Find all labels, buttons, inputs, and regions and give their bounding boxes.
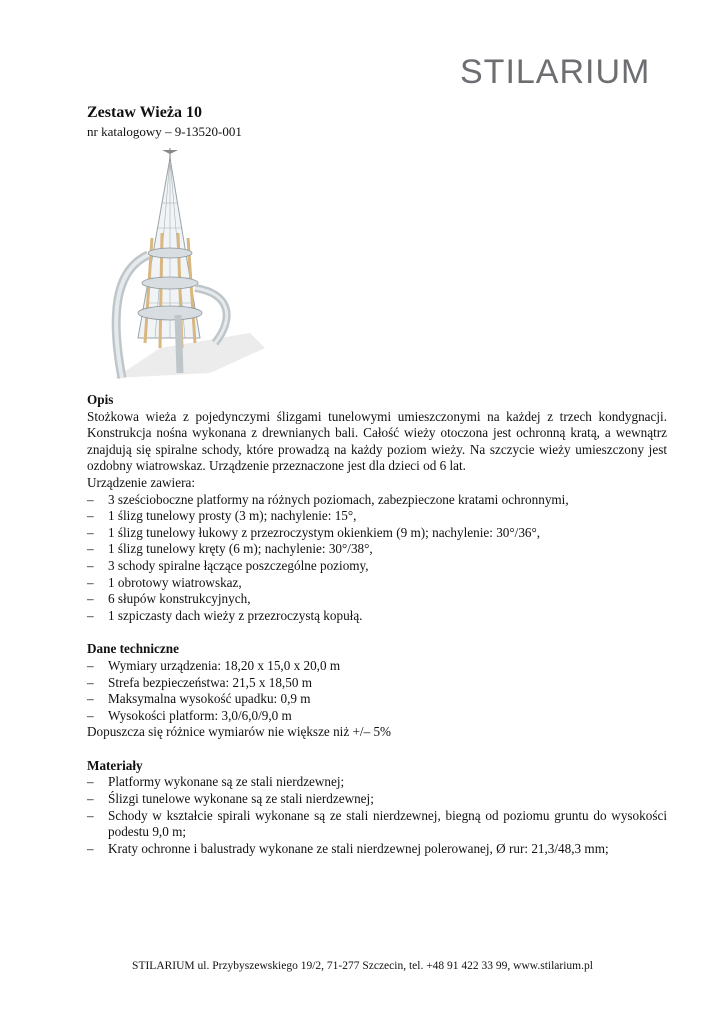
list-item: – Wysokości platform: 3,0/6,0/9,0 m [87, 708, 667, 725]
contains-label: Urządzenie zawiera: [87, 474, 195, 490]
list-item: – 1 ślizg tunelowy kręty (6 m); nachylenie: 30°/38°, [87, 541, 667, 558]
opis-list [87, 492, 667, 625]
materialy-list [87, 774, 667, 857]
list-item: – Maksymalna wysokość upadku: 0,9 m [87, 691, 667, 708]
footer: STILARIUM ul. Przybyszewskiego 19/2, 71-277 Szczecin, tel. +48 91 422 33 99, www.stilarium.pl [132, 960, 593, 972]
content [87, 392, 667, 857]
list-item: – Platformy wykonane są ze stali nierdzewnej; [87, 774, 667, 791]
list-item: – Strefa bezpieczeństwa: 21,5 x 18,50 m [87, 675, 667, 692]
logo-text: STILARIUM [460, 53, 651, 91]
list-item: – 1 szpiczasty dach wieży z przezroczystą kopułą. [87, 608, 667, 625]
list-item: – 1 ślizg tunelowy prosty (3 m); nachylenie: 15°, [87, 508, 667, 525]
product-title: Zestaw Wieża 10 [87, 104, 202, 121]
materialy-heading: Materiały [87, 757, 143, 773]
list-item: – Ślizgi tunelowe wykonane są ze stali nierdzewnej; [87, 791, 667, 808]
opis-heading: Opis [87, 392, 114, 407]
list-item: – 3 schody spiralne łączące poszczególne poziomy, [87, 558, 667, 575]
list-item: – Wymiary urządzenia: 18,20 x 15,0 x 20,0 m [87, 658, 667, 675]
catalog-number: nr katalogowy – 9-13520-001 [87, 124, 242, 139]
list-item: – Schody w kształcie spirali wykonane są ze stali nierdzewnej, biegną od poziomu gruntu do wysokości podestu 9,0 m; [87, 808, 667, 841]
list-item: – 3 sześcioboczne platformy na różnych poziomach, zabezpieczone kratami ochronnymi, [87, 492, 667, 509]
list-item: – Kraty ochronne i balustrady wykonane ze stali nierdzewnej polerowanej, Ø rur: 21,3/48,3 mm; [87, 841, 667, 858]
stilarium-logo [460, 52, 670, 92]
list-item: – 1 obrotowy wiatrowskaz, [87, 575, 667, 592]
dane-list [87, 658, 667, 724]
list-item: – 6 słupów konstrukcyjnych, [87, 591, 667, 608]
opis-paragraph: Stożkowa wieża z pojedynczymi ślizgami tunelowymi umieszczonymi na każdej z trzech kondygnacji. Konstrukcja nośna wykonana z drewnianych bali. Całość wieży otoczona jest ochronną kratą, a wewnątrz znajdują się spiralne schody, które prowadzą na każdy poziom wieży. Na szczycie wieży umieszczony jest ozdobny wiatrowskaz. Urządzenie przeznaczone jest dla dzieci od 6 lat. [87, 408, 667, 474]
product-image [100, 143, 270, 388]
dane-heading: Dane techniczne [87, 641, 179, 657]
list-item: – 1 ślizg tunelowy łukowy z przezroczystym okienkiem (9 m); nachylenie: 30°/36°, [87, 525, 667, 542]
dane-note: Dopuszcza się różnice wymiarów nie większe niż +/– 5% [87, 724, 392, 740]
